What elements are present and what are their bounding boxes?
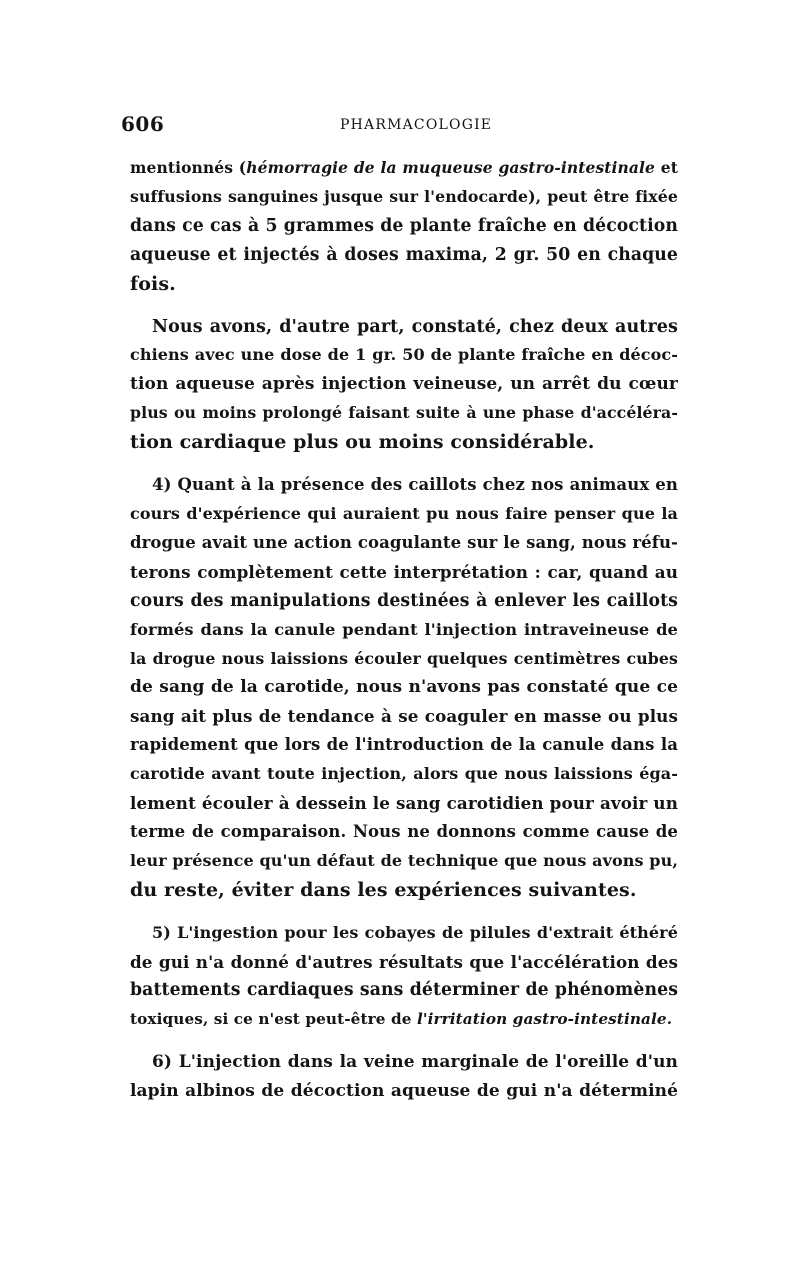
text-line [130, 645, 678, 674]
text-run: 6) L'injection dans la veine marginale de l'oreille d'un [152, 1052, 678, 1073]
text-run: mentionnés ( [130, 158, 247, 177]
text-line [130, 587, 678, 616]
text-run: terons complètement cette interprétation : car, quand au [130, 561, 678, 582]
text-run: 5) L'ingestion pour les cobayes de pilules d'extrait éthéré [152, 922, 678, 942]
text-line [130, 818, 678, 847]
text-line [130, 370, 678, 399]
paragraph [130, 1048, 678, 1106]
text-line [130, 471, 678, 500]
text-line [130, 847, 678, 876]
text-line [130, 1005, 678, 1034]
text-run: Nous avons, d'autre part, constaté, chez deux autres [152, 316, 678, 337]
paragraph [130, 154, 678, 299]
running-title: PHARMACOLOGIE [340, 117, 493, 133]
text-run: tion aqueuse après injection veineuse, un arrêt du cœur [130, 374, 678, 395]
text-line [130, 789, 678, 818]
text-run: 4) Quant à la présence des caillots chez nos animaux en [152, 475, 678, 495]
text-line [130, 341, 678, 370]
text-line [130, 760, 678, 789]
text-run: plus ou moins prolongé faisant suite à une phase d'accéléra- [130, 403, 678, 423]
text-run: leur présence qu'un défaut de technique que nous avons pu, [130, 850, 678, 870]
text-line [130, 919, 678, 948]
body-text [130, 154, 678, 1106]
text-run: tion cardiaque plus ou moins considérable. [130, 431, 595, 454]
text-run: rapidement que lors de l'introduction de la canule dans la [130, 735, 678, 755]
text-line [130, 212, 678, 241]
text-run: cours d'expérience qui auraient pu nous faire penser que la [130, 503, 678, 523]
text-run: toxiques, si ce n'est peut-être de [130, 1010, 417, 1029]
paragraph [130, 471, 678, 905]
text-line [130, 399, 678, 428]
book-page [121, 112, 678, 1106]
text-line [130, 241, 678, 270]
page-number: 606 [121, 112, 165, 136]
text-run: sang ait plus de tendance à se coaguler en masse ou plus [130, 706, 678, 727]
text-line [130, 673, 678, 702]
text-line [130, 428, 678, 457]
text-run: la drogue nous laissions écouler quelques centimètres cubes [130, 648, 678, 668]
text-line [130, 948, 678, 977]
text-run: chiens avec une dose de 1 gr. 50 de plante fraîche en décoc- [130, 345, 678, 365]
text-line [130, 313, 678, 342]
running-head [121, 112, 678, 142]
text-run: de sang de la carotide, nous n'avons pas constaté que ce [130, 677, 678, 698]
italic-text: l'irritation gastro-intestinale. [416, 1010, 673, 1029]
text-line [130, 183, 678, 212]
text-line [130, 876, 678, 905]
text-line [130, 154, 678, 183]
text-line [130, 616, 678, 645]
text-run: formés dans la canule pendant l'injection intraveineuse de [130, 619, 678, 639]
italic-text: hémorragie de la muqueuse gastro-intestinale [246, 158, 655, 177]
text-line [130, 976, 678, 1005]
text-run: lapin albinos de décoction aqueuse de gui n'a déterminé [130, 1081, 678, 1102]
text-line [130, 500, 678, 529]
text-run: cours des manipulations destinées à enlever les caillots [130, 590, 678, 611]
text-line [130, 529, 678, 558]
paragraph [130, 919, 678, 1035]
text-line [130, 702, 678, 731]
text-run: du reste, éviter dans les expériences suivantes. [130, 878, 637, 901]
text-run: drogue avait une action coagulante sur le sang, nous réfu- [130, 532, 678, 552]
text-run: suffusions sanguines jusque sur l'endocarde), peut être fixée [130, 186, 678, 206]
text-run: aqueuse et injectés à doses maxima, 2 gr. 50 en chaque [130, 244, 678, 265]
text-line [130, 1048, 678, 1077]
text-line [130, 1077, 678, 1106]
text-run: carotide avant toute injection, alors que nous laissions éga- [130, 764, 678, 784]
text-run: de gui n'a donné d'autres résultats que l'accélération des [130, 951, 678, 972]
text-line [130, 270, 678, 299]
text-line [130, 731, 678, 760]
text-run: fois. [130, 272, 176, 295]
text-run: et [655, 158, 678, 177]
text-run: lement écouler à dessein le sang carotidien pour avoir un [130, 793, 678, 814]
paragraph [130, 313, 678, 458]
text-line [130, 558, 678, 587]
text-run: terme de comparaison. Nous ne donnons comme cause de [130, 821, 678, 841]
text-run: dans ce cas à 5 grammes de plante fraîche en décoction [130, 215, 678, 236]
text-run: battements cardiaques sans déterminer de phénomènes [130, 980, 678, 1001]
